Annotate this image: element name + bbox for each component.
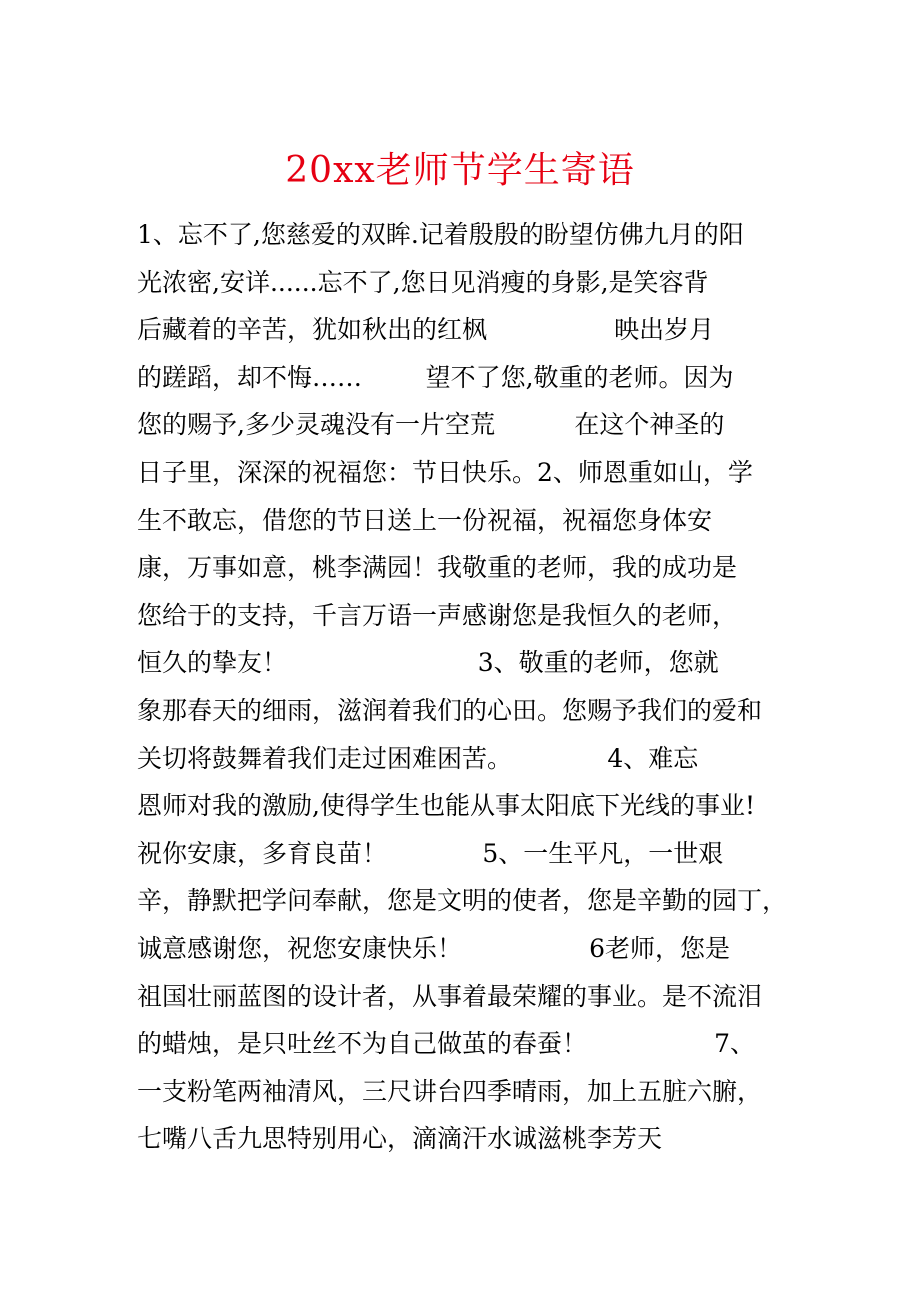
body-line: 诚意感谢您，祝您安康快乐！ 6老师，您是 [137,934,731,963]
body-line: 1、忘不了,您慈爱的双眸.记着殷殷的盼望仿佛九月的阳 [137,220,744,249]
body-line: 康，万事如意，桃李满园！我敬重的老师，我的成功是 [137,553,738,582]
document-title: 20xx老师节学生寄语 [285,150,635,191]
body-line: 祖国壮丽蓝图的设计者，从事着最荣耀的事业。是不流泪 [137,982,763,1011]
body-line: 生不敢忘，借您的节日送上一份祝福，祝福您身体安 [137,506,713,535]
body-line: 恒久的挚友！ 3、敬重的老师，您就 [137,648,719,677]
body-line: 您给于的支持，千言万语一声感谢您是我恒久的老师， [137,601,738,630]
body-line: 关切将鼓舞着我们走过困难困苦。 4、难忘 [137,744,699,773]
body-line: 您的赐予,多少灵魂没有一片空荒 在这个神圣的 [137,410,725,439]
body-line: 辛，静默把学问奉献，您是文明的使者，您是辛勤的园丁， [137,886,788,915]
body-line: 恩师对我的激励,使得学生也能从事太阳底下光线的事业! [137,791,755,820]
body-line: 日子里，深深的祝福您：节日快乐。2、师恩重如山，学 [137,458,753,487]
body-line: 七嘴八舌九思特别用心，滴滴汗水诚滋桃李芳天 [137,1124,663,1153]
body-line: 一支粉笔两袖清风，三尺讲台四季晴雨，加上五脏六腑， [137,1077,763,1106]
body-line: 祝你安康，多育良苗！ 5、一生平凡，一世艰 [137,839,724,868]
body-line: 后藏着的辛苦，犹如秋出的红枫 映出岁月 [137,315,715,344]
body-line: 的蜡烛，是只吐丝不为自己做茧的春蚕！ 7、 [137,1029,756,1058]
body-line: 光浓密,安详......忘不了,您日见消瘦的身影,是笑容背 [137,268,709,297]
body-line: 象那春天的细雨，滋润着我们的心田。您赐予我们的爱和 [137,696,763,725]
body-line: 的蹉蹈，却不悔…… 望不了您,敬重的老师。因为 [137,363,734,392]
